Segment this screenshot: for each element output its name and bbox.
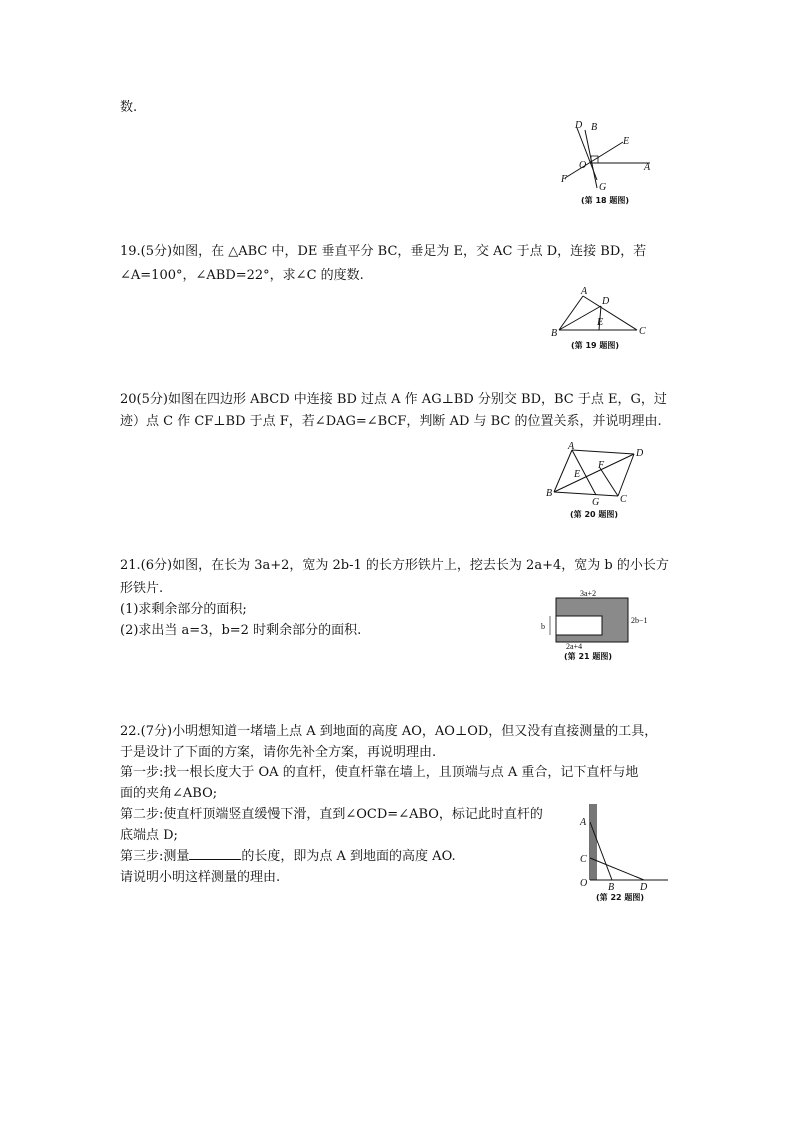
q21-diagram <box>540 586 675 664</box>
label-b: B <box>546 488 553 499</box>
q19-line2: ∠A=100°，∠ABD=22°，求∠C 的度数. <box>120 268 364 283</box>
side-ad <box>572 450 634 454</box>
label-d: D <box>602 296 610 307</box>
q20-figure <box>540 440 655 522</box>
label-o: O <box>580 878 588 889</box>
segment-bd <box>559 306 604 330</box>
q20-line1: 20(5分)如图在四边形 ABCD 中连接 BD 过点 A 作 AG⊥BD 分别交 BD，BC 于点 E，G，过 <box>120 392 667 407</box>
label-d: D <box>575 120 583 131</box>
label-e: E <box>574 469 581 480</box>
q18-figure <box>555 118 665 210</box>
side-ac <box>583 296 637 330</box>
label-g: G <box>599 182 607 193</box>
q20-diagram <box>540 440 655 522</box>
side-ab <box>559 296 583 330</box>
q20-caption: (第 20 题图) <box>570 510 619 519</box>
segment-cf <box>600 468 618 496</box>
label-e: E <box>597 317 604 328</box>
dim-right: 2b−1 <box>631 616 648 625</box>
q19-caption: (第 19 题图) <box>571 341 620 350</box>
q22-line8: 请说明小明这样测量的理由. <box>120 870 281 885</box>
q22-line5: 第二步:使直杆顶端竖直缓慢下滑，直到∠OCD=∠ABO，标记此时直杆的 <box>120 807 543 822</box>
label-b: B <box>551 328 558 339</box>
rod-cd <box>590 858 644 880</box>
dim-bottom: 2a+4 <box>566 642 583 651</box>
dim-left: b <box>541 622 545 631</box>
q22-figure <box>572 800 672 906</box>
label-f: F <box>598 460 605 471</box>
label-o: O <box>579 160 587 171</box>
q22-line2: 于是设计了下面的方案，请你先补全方案，再说明理由. <box>120 745 437 760</box>
q18-tail-text: 数. <box>120 100 138 115</box>
label-c: C <box>639 326 646 337</box>
q18-caption: (第 18 题图) <box>581 196 630 205</box>
removed-rectangle <box>556 616 602 635</box>
answer-blank[interactable] <box>189 847 241 860</box>
label-a: A <box>581 286 588 297</box>
side-ab <box>554 450 572 492</box>
q22-line7-end: 的长度，即为点 A 到地面的高度 AO. <box>241 849 456 864</box>
label-d: D <box>640 882 648 893</box>
label-f: F <box>561 174 568 185</box>
dim-top: 3a+2 <box>580 589 597 598</box>
q21-figure <box>540 586 675 664</box>
q21-line1: 21.(6分)如图，在长为 3a+2，宽为 2b-1 的长方形铁片上，挖去长为 2a+4，宽为 b 的小长方 <box>120 558 669 573</box>
q22-line1: 22.(7分)小明想知道一堵墙上点 A 到地面的高度 AO，AO⊥OD，但又没有直接测量的工具， <box>120 724 658 739</box>
q20-line2: 迹）点 C 作 CF⊥BD 于点 F，若∠DAG=∠BCF，判断 AD 与 BC 的位置关系，并说明理由. <box>120 414 662 429</box>
label-a: A <box>568 441 575 452</box>
label-e: E <box>623 136 630 147</box>
label-a: A <box>580 817 587 828</box>
q22-caption: (第 22 题图) <box>596 893 645 902</box>
q22-diagram <box>572 800 672 906</box>
q22-line6: 底端点 D; <box>120 828 178 843</box>
wall-hatch <box>590 804 597 880</box>
q21-line2: 形铁片. <box>120 581 164 596</box>
label-c: C <box>580 854 587 865</box>
q21-sub1: (1)求剩余部分的面积; <box>120 602 247 617</box>
q19-diagram <box>545 284 655 354</box>
q21-sub2: (2)求出当 a=3，b=2 时剩余部分的面积. <box>120 623 362 638</box>
label-a: A <box>644 162 651 173</box>
q22-line3: 第一步:找一根长度大于 OA 的直杆，使直杆靠在墙上，且顶端与点 A 重合，记下直杆与地 <box>120 765 639 780</box>
q19-figure <box>545 284 655 354</box>
side-bc <box>554 492 618 496</box>
q21-caption: (第 21 题图) <box>564 652 613 661</box>
label-b: B <box>591 122 598 133</box>
q22-line7 <box>120 847 456 866</box>
label-g: G <box>592 497 600 508</box>
label-c: C <box>620 494 627 505</box>
q19-line1: 19.(5分)如图，在 △ABC 中，DE 垂直平分 BC，垂足为 E，交 AC 于点 D，连接 BD，若 <box>120 244 647 259</box>
q18-diagram <box>555 118 665 210</box>
label-d: D <box>636 448 644 459</box>
label-b: B <box>608 882 615 893</box>
q22-line7-start: 第三步:测量 <box>120 849 190 864</box>
q22-line4: 面的夹角∠ABO; <box>120 786 218 801</box>
